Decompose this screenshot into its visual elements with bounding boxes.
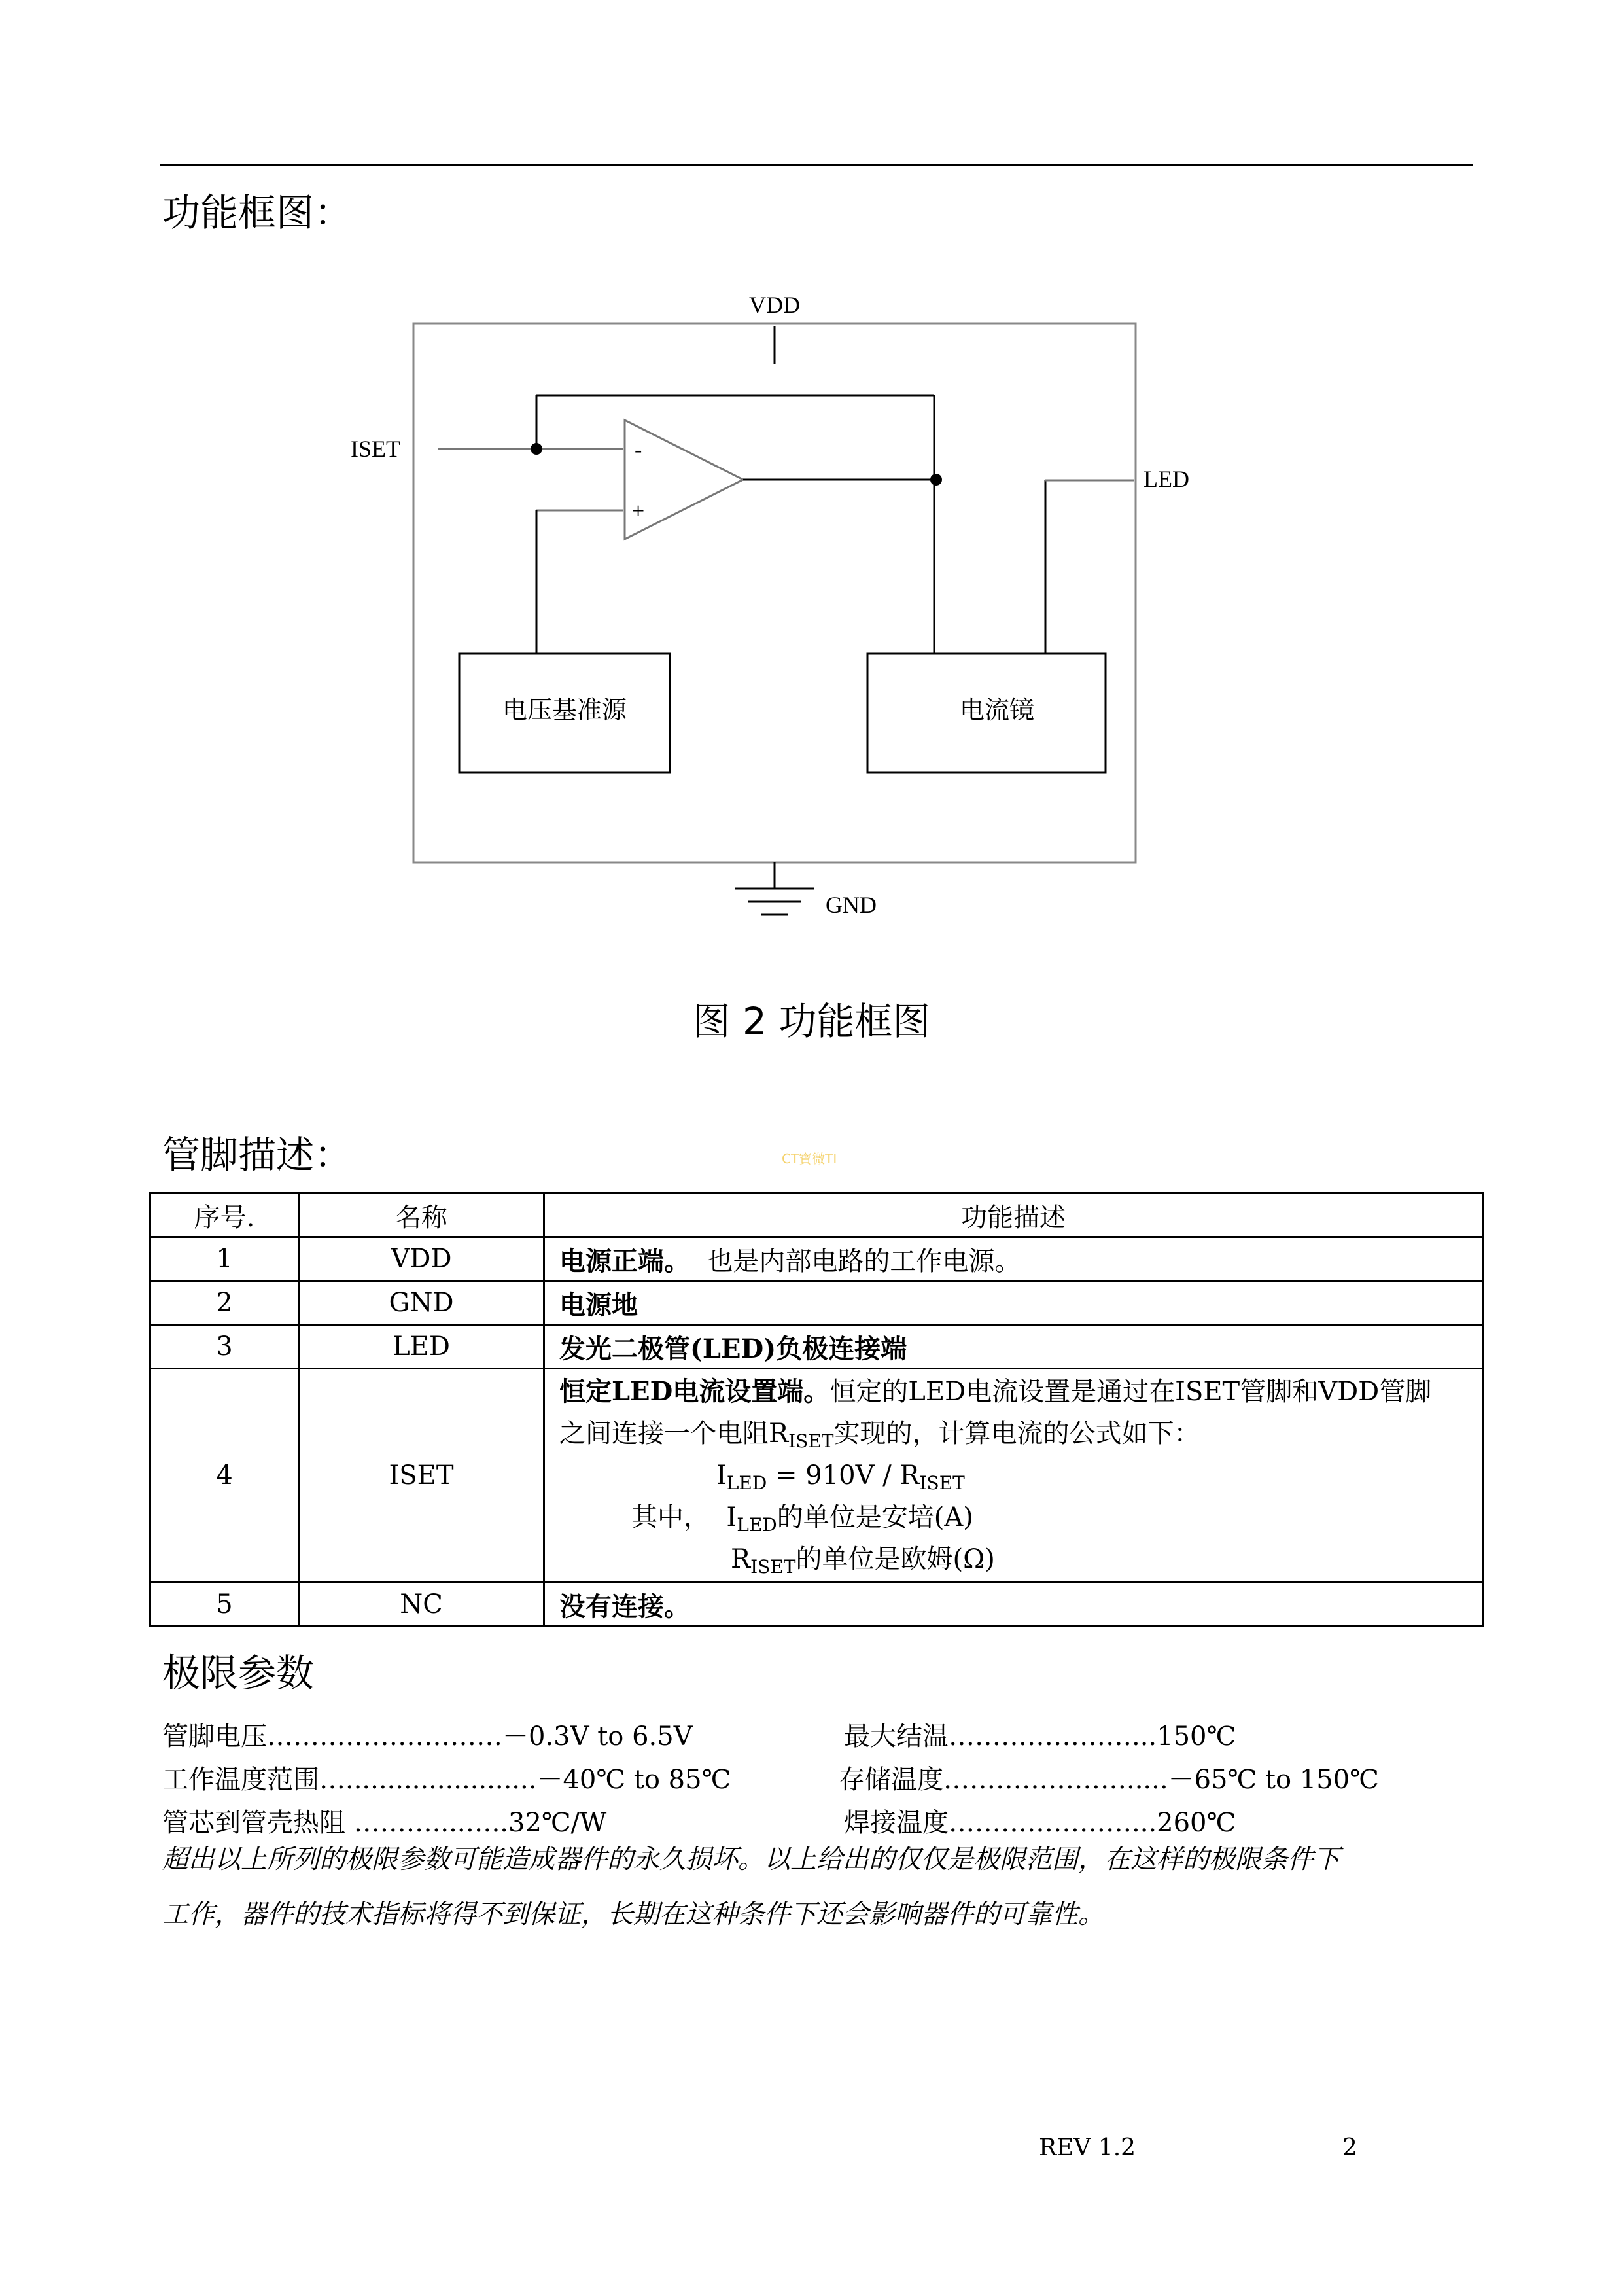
formula-i: I (716, 1460, 727, 1491)
table-row (150, 1237, 1483, 1281)
pin-number: 2 (150, 1281, 299, 1325)
chip-outline (413, 323, 1136, 862)
pin-description-bold: 电源地 (559, 1289, 638, 1320)
pin-name: VDD (299, 1237, 544, 1281)
pin-description-bold: 没有连接。 (559, 1591, 690, 1622)
pin-description-iset (544, 1369, 1483, 1583)
pin-name: LED (299, 1325, 544, 1369)
pin-name: GND (299, 1281, 544, 1325)
limits-note (162, 1832, 1477, 1942)
unit-current-b: 的单位是安培(A) (777, 1502, 973, 1532)
limit-storage-temp: 存储温度………………….....－65℃ to 150℃ (839, 1765, 1379, 1795)
iset-line-2-sub: ISET (788, 1430, 834, 1452)
plus-label: + (632, 499, 645, 523)
pin-table (149, 1192, 1484, 1627)
table-row-iset (150, 1369, 1483, 1583)
pin-description (544, 1583, 1483, 1627)
iset-line-1-text: 恒定的LED电流设置是通过在ISET管脚和VDD管脚 (829, 1377, 1432, 1407)
pin-table-header-row (150, 1193, 1483, 1237)
limit-operating-temp: 工作温度范围….......................－40℃ to 85℃ (162, 1765, 731, 1795)
pin-description-bold: 电源正端。 (559, 1245, 690, 1277)
pin-description-bold: 发光二极管(LED)负极连接端 (559, 1333, 907, 1364)
iset-line-2 (559, 1413, 1467, 1455)
table-row (150, 1281, 1483, 1325)
junction-dot-iset (531, 443, 542, 455)
header-number: 序号. (150, 1193, 299, 1237)
unit-resistance-a: R (731, 1544, 751, 1574)
iset-line-2-b: 实现的，计算电流的公式如下： (833, 1419, 1200, 1449)
iset-line-1-bold: 恒定LED电流设置端。 (559, 1376, 830, 1407)
formula-iset-sub: ISET (919, 1472, 965, 1494)
watermark: CT寶微TI (782, 1151, 837, 1167)
limit-max-junction-temp: 最大结温…………………...150℃ (844, 1722, 1236, 1752)
led-label: LED (1143, 466, 1189, 492)
section-title-block-diagram: 功能框图： (162, 190, 353, 235)
figure-caption: 图 2 功能框图 (692, 999, 931, 1044)
limit-thermal-resistance: 管芯到管壳热阻 ………....…..32℃/W (162, 1808, 607, 1838)
junction-dot-output (930, 474, 942, 486)
table-row (150, 1583, 1483, 1627)
pin-description-text: 也是内部电路的工作电源。 (690, 1246, 1021, 1277)
functional-block-diagram (0, 0, 1623, 968)
formula-mid: = 910V / R (767, 1460, 920, 1491)
section-title-pins: 管脚描述： (162, 1133, 353, 1177)
pin-name: ISET (299, 1369, 544, 1583)
iset-line-1 (559, 1371, 1467, 1413)
footer-revision: REV 1.2 (1039, 2134, 1136, 2161)
unit-current-sub: LED (737, 1514, 777, 1536)
header-description: 功能描述 (544, 1193, 1483, 1237)
footer-page-number: 2 (1342, 2134, 1357, 2161)
pin-description (544, 1281, 1483, 1325)
limit-pin-voltage: 管脚电压………………………－0.3V to 6.5V (162, 1722, 693, 1752)
iset-line-2-a: 之间连接一个电阻R (559, 1419, 789, 1449)
current-formula (559, 1455, 1467, 1496)
iset-label: ISET (351, 436, 400, 462)
gnd-label: GND (826, 892, 877, 918)
limits-note-line-2: 工作，器件的技术指标将得不到保证，长期在这种条件下还会影响器件的可靠性。 (162, 1899, 1104, 1930)
unit-resistance-b: 的单位是欧姆(Ω) (795, 1544, 995, 1574)
current-mirror-label: 电流镜 (959, 697, 1035, 724)
minus-label: - (635, 438, 642, 462)
pin-description (544, 1325, 1483, 1369)
pin-number: 5 (150, 1583, 299, 1627)
pin-name: NC (299, 1583, 544, 1627)
pin-number: 1 (150, 1237, 299, 1281)
unit-line-current (559, 1496, 1467, 1538)
unit-line-resistance (559, 1538, 1467, 1580)
vdd-label: VDD (749, 292, 800, 318)
voltage-reference-label: 电压基准源 (502, 697, 627, 724)
unit-current-a: 其中， I (631, 1502, 737, 1532)
pin-description (544, 1237, 1483, 1281)
limit-soldering-temp: 焊接温度…………………...260℃ (844, 1808, 1236, 1838)
unit-resistance-sub: ISET (750, 1556, 796, 1578)
pin-number: 4 (150, 1369, 299, 1583)
limits-note-line-1: 超出以上所列的极限参数可能造成器件的永久损坏。以上给出的仅仅是极限范围，在这样的极限条件下 (162, 1845, 1340, 1875)
formula-led-sub: LED (726, 1472, 767, 1494)
header-name: 名称 (299, 1193, 544, 1237)
table-row (150, 1325, 1483, 1369)
section-title-limits: 极限参数 (162, 1651, 315, 1695)
pin-number: 3 (150, 1325, 299, 1369)
